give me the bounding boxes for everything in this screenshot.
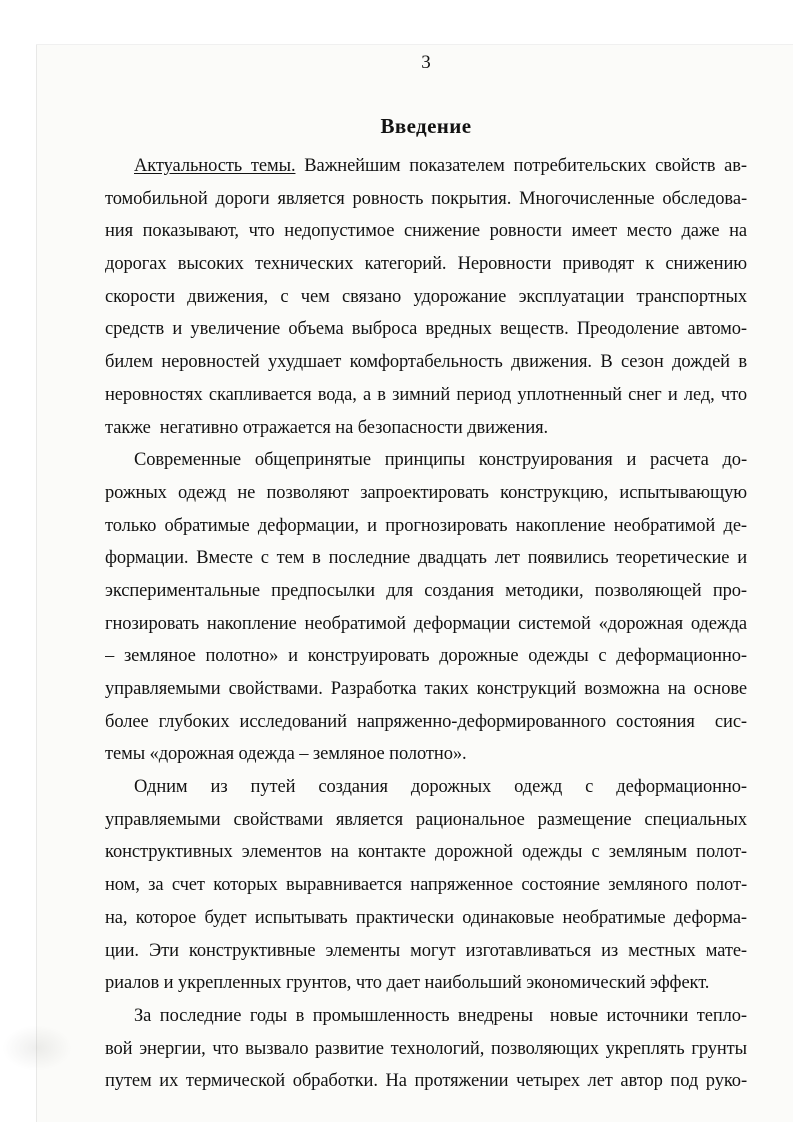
- text-line: управляемыми свойствами является рациональное размещение специальных: [105, 809, 747, 830]
- text-line: ном, за счет которых выравнивается напряженное состояние земляного полот-: [105, 875, 747, 896]
- text-line: рожных одежд не позволяют запроектировать конструкцию, испытывающую: [105, 482, 747, 503]
- text-line: – земляное полотно» и конструировать дорожные одежды с деформационно-: [105, 646, 747, 667]
- text-line: За последние годы в промышленность внедрены новые источники тепло-: [134, 1005, 747, 1026]
- text-line: темы «дорожная одежда – земляное полотно».: [105, 744, 467, 765]
- text-line: на, которое будет испытывать практически одинаковые необратимые деформа-: [105, 907, 747, 928]
- text-line: билем неровностей ухудшает комфортабельность движения. В сезон дождей в: [105, 352, 747, 373]
- scan-smudge: [2, 1025, 72, 1071]
- text-line: неровностях скапливается вода, а в зимний период уплотненный снег и лед, что: [105, 384, 747, 405]
- text-line: вой энергии, что вызвало развитие технологий, позволяющих укреплять грунты: [105, 1038, 747, 1059]
- text-line: только обратимые деформации, и прогнозировать накопление необратимой де-: [105, 515, 747, 536]
- text-line: Современные общепринятые принципы конструирования и расчета до-: [134, 450, 747, 471]
- page-number: 3: [421, 52, 431, 73]
- text-line: путем их термической обработки. На протяжении четырех лет автор под руко-: [105, 1071, 747, 1092]
- text-line: формации. Вместе с тем в последние двадцать лет появились теоретические и: [105, 548, 747, 569]
- text-line: более глубоких исследований напряженно-деформированного состояния сис-: [105, 711, 747, 732]
- page-title: Введение: [380, 114, 472, 138]
- text-line: Актуальность темы. Важнейшим показателем потребительских свойств ав-: [134, 156, 747, 176]
- text-line: экспериментальные предпосылки для создания методики, позволяющей про-: [105, 580, 747, 601]
- scan-edge-left: [36, 45, 37, 1122]
- scan-edge-top: [36, 44, 793, 45]
- text-line: средств и увеличение объема выброса вредных веществ. Преодоление автомо-: [105, 319, 747, 340]
- text-block: [105, 150, 747, 1098]
- text-line: томобильной дороги является ровность покрытия. Многочисленные обследова-: [105, 188, 747, 209]
- text-line: ции. Эти конструктивные элементы могут изготавливаться из местных мате-: [105, 940, 747, 961]
- text-line: Одним из путей создания дорожных одежд с деформационно-: [134, 777, 747, 798]
- text-line: также негативно отражается на безопасности движения.: [105, 417, 549, 438]
- text-line: ния показывают, что недопустимое снижение ровности имеет место даже на: [105, 221, 747, 242]
- text-line: риалов и укрепленных грунтов, что дает наибольший экономический эффект.: [105, 973, 710, 994]
- text-line: конструктивных элементов на контакте дорожной одежды с земляным полот-: [105, 842, 747, 863]
- text-line: управляемыми свойствами. Разработка таких конструкций возможна на основе: [105, 679, 747, 699]
- text-line: скорости движения, с чем связано удорожание эксплуатации транспортных: [105, 286, 747, 307]
- underlined-lead-phrase: Актуальность темы.: [134, 156, 296, 176]
- text-line: гнозировать накопление необратимой деформации системой «дорожная одежда: [105, 613, 747, 634]
- text-line: дорогах высоких технических категорий. Неровности приводят к снижению: [105, 254, 747, 275]
